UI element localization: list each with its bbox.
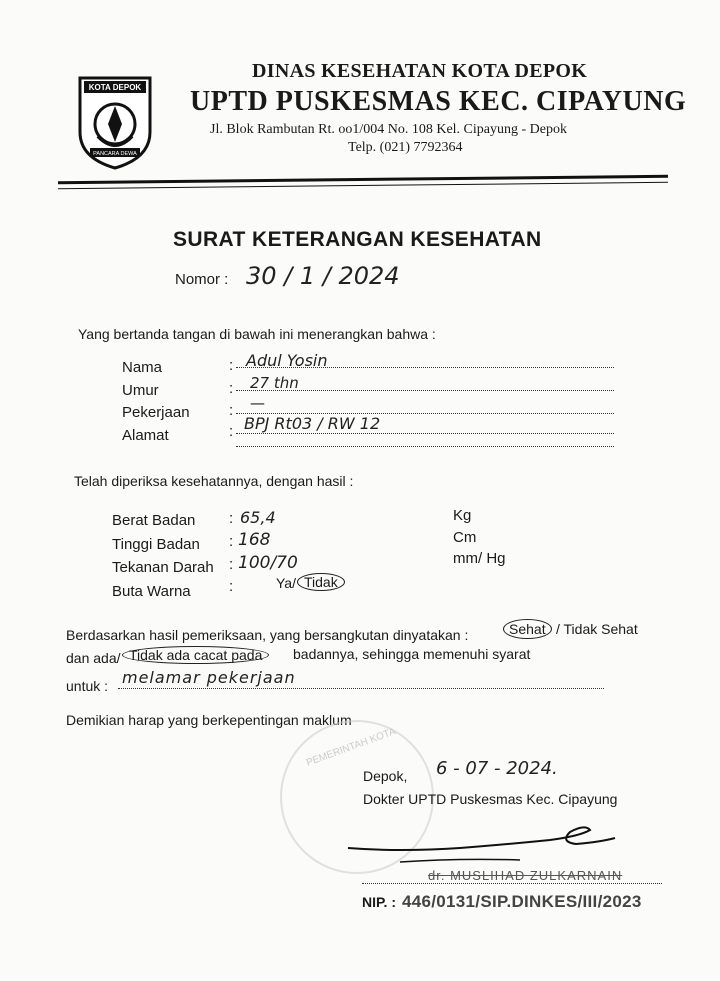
colon: :	[229, 510, 234, 527]
colon: :	[229, 402, 234, 419]
label-berat: Berat Badan	[112, 512, 196, 529]
exam-intro: Telah diperiksa kesehatannya, dengan hasil :	[74, 473, 354, 489]
colon: :	[229, 380, 234, 397]
tidak-cacat-circled: Tidak ada cacat pada	[122, 646, 269, 664]
conclusion-line1-prefix: Berdasarkan hasil pemeriksaan, yang bersangkutan dinyatakan :	[66, 627, 469, 643]
logo-motto: PANCARA DEWA	[93, 151, 137, 157]
sign-date: 6 - 07 - 2024.	[436, 758, 558, 779]
value-tinggi: 168	[238, 530, 271, 550]
dotted-line	[236, 446, 614, 447]
nip-value: 446/0131/SIP.DINKES/III/2023	[402, 892, 642, 911]
place-label: Depok,	[363, 768, 408, 784]
dotted-line	[236, 367, 614, 368]
unit-berat: Kg	[453, 507, 472, 524]
value-pekerjaan: —	[250, 394, 265, 412]
closing-text: Demikian harap yang berkepentingan maklum	[66, 712, 352, 728]
conclusion-line1-suffix: / Tidak Sehat	[556, 621, 638, 637]
signer-title: Dokter UPTD Puskesmas Kec. Cipayung	[363, 791, 618, 807]
agency-name: DINAS KESEHATAN KOTA DEPOK	[252, 60, 588, 82]
address: Jl. Blok Rambutan Rt. oo1/004 No. 108 Kel. Cipayung - Depok	[210, 122, 567, 137]
dotted-line	[118, 688, 604, 689]
nip-label: NIP. :	[362, 894, 396, 910]
number-value: 30 / 1 / 2024	[246, 262, 400, 290]
logo-title: KOTA DEPOK	[88, 83, 142, 92]
unit-name: UPTD PUSKESMAS KEC. CIPAYUNG	[190, 86, 687, 117]
unit-tinggi: Cm	[453, 529, 477, 546]
buta-warna-tidak-circled: Tidak	[297, 573, 345, 591]
dotted-line	[236, 433, 614, 434]
label-umur: Umur	[122, 382, 159, 399]
label-tinggi: Tinggi Badan	[112, 536, 200, 553]
untuk-value: melamar pekerjaan	[122, 668, 296, 687]
colon: :	[229, 533, 234, 550]
unit-tekanan: mm/ Hg	[453, 550, 506, 567]
conclusion-line2-suffix: badannya, sehingga memenuhi syarat	[293, 646, 531, 662]
sehat-circled: Sehat	[503, 619, 552, 639]
phone: Telp. (021) 7792364	[348, 140, 463, 155]
colon: :	[229, 556, 234, 573]
value-alamat: BPJ Rt03 / RW 12	[244, 414, 381, 433]
label-alamat: Alamat	[122, 427, 169, 444]
colon: :	[229, 423, 234, 440]
value-berat: 65,4	[240, 508, 276, 527]
colon: :	[229, 357, 234, 374]
label-tekanan: Tekanan Darah	[112, 559, 214, 576]
label-nama: Nama	[122, 359, 163, 376]
document-title: SURAT KETERANGAN KESEHATAN	[173, 228, 542, 251]
label-buta-warna: Buta Warna	[112, 583, 191, 600]
conclusion-line2-prefix: dan ada/	[66, 650, 121, 666]
colon: :	[229, 578, 234, 595]
intro-text: Yang bertanda tangan di bawah ini menerangkan bahwa :	[78, 326, 436, 342]
city-logo	[76, 74, 154, 170]
signature-scribble	[340, 818, 620, 868]
dotted-line	[236, 390, 614, 391]
untuk-label: untuk :	[66, 678, 109, 694]
value-nama: Adul Yosin	[246, 351, 328, 370]
stamp-text: PEMERINTAH KOTA	[304, 726, 398, 769]
doctor-name: dr. MUSLIHAD ZULKARNAIN	[428, 868, 623, 883]
dotted-line	[362, 883, 662, 884]
value-tekanan: 100/70	[238, 553, 298, 573]
buta-warna-ya: Ya/	[276, 575, 296, 591]
number-label: Nomor :	[175, 271, 229, 288]
label-pekerjaan: Pekerjaan	[122, 404, 190, 421]
value-umur: 27 thn	[250, 374, 299, 392]
